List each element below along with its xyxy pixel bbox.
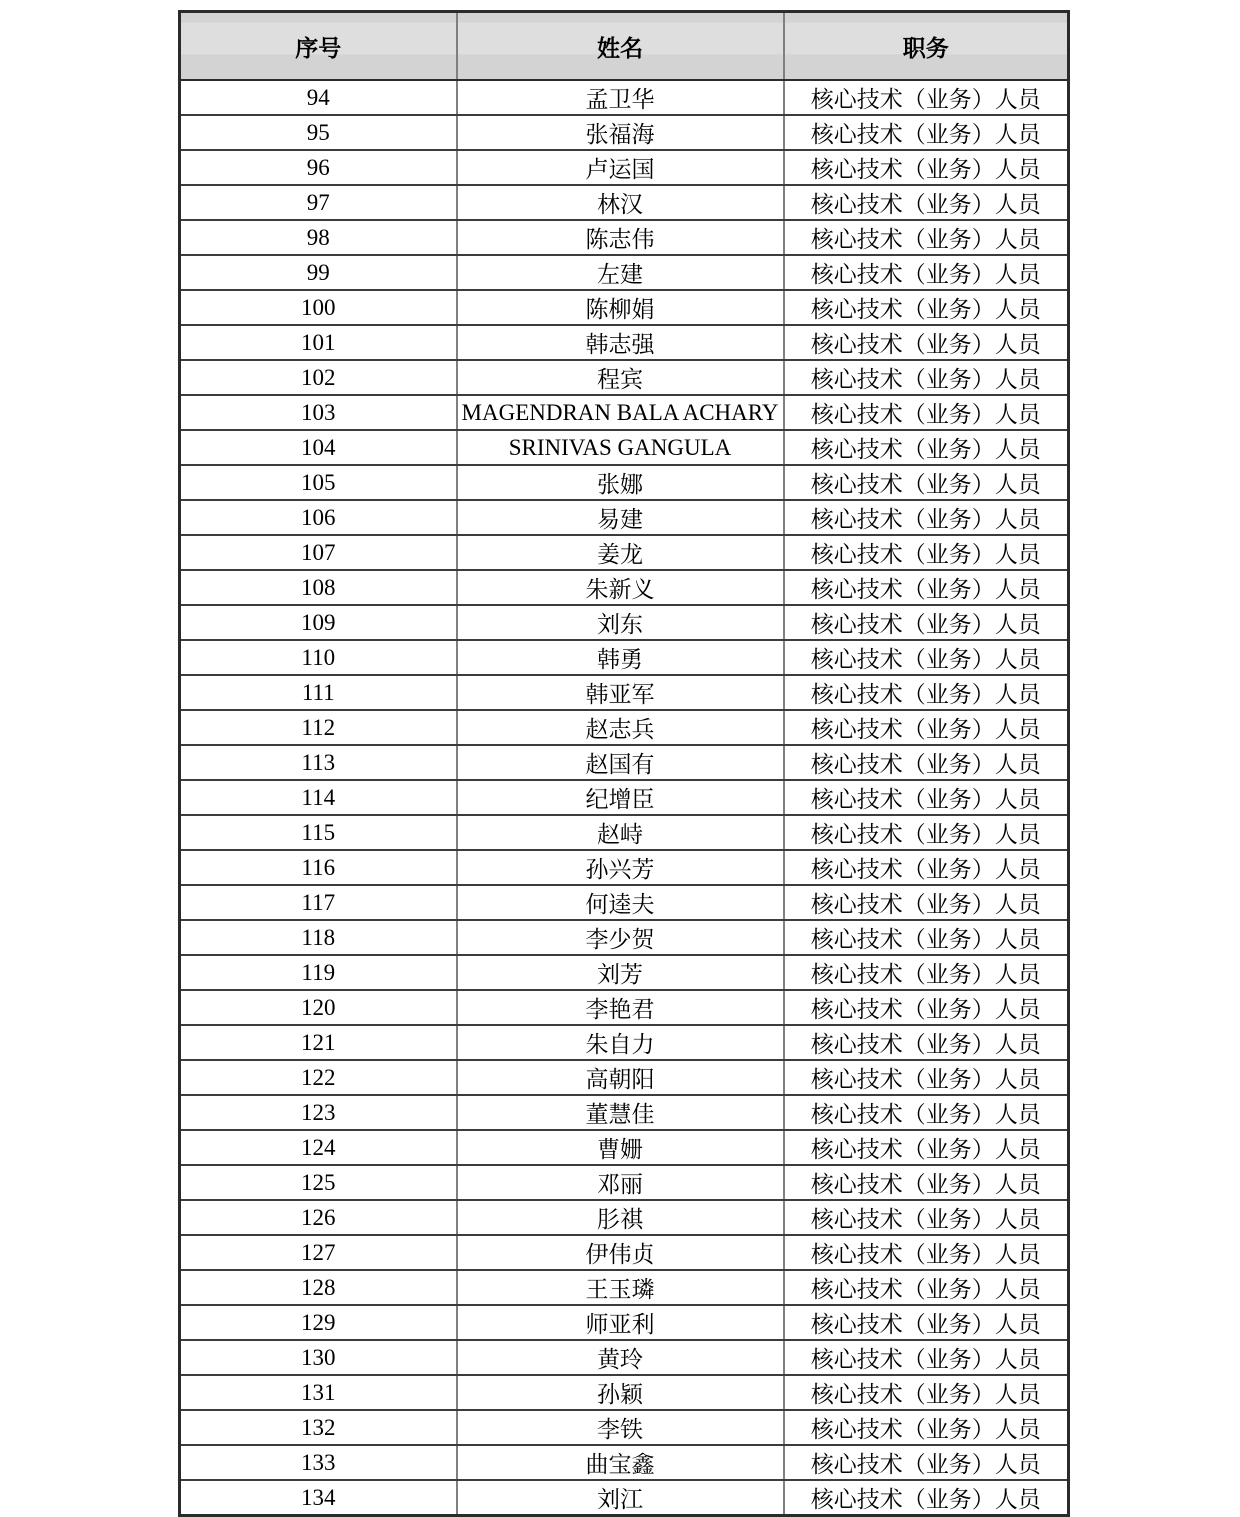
cell-position: 核心技术（业务）人员	[784, 255, 1069, 290]
cell-name: 李少贺	[457, 920, 784, 955]
cell-no: 117	[180, 885, 457, 920]
cell-name: 朱新义	[457, 570, 784, 605]
cell-name: 赵国有	[457, 745, 784, 780]
cell-position: 核心技术（业务）人员	[784, 605, 1069, 640]
cell-no: 97	[180, 185, 457, 220]
table-row	[180, 220, 1069, 255]
table-row	[180, 535, 1069, 570]
cell-no: 105	[180, 465, 457, 500]
header-cell-no: 序号	[180, 12, 457, 81]
cell-name: 韩亚军	[457, 675, 784, 710]
table-row	[180, 150, 1069, 185]
table-row	[180, 1375, 1069, 1410]
table-row	[180, 360, 1069, 395]
table-row	[180, 955, 1069, 990]
cell-name: 陈志伟	[457, 220, 784, 255]
table-row	[180, 990, 1069, 1025]
cell-no: 94	[180, 80, 457, 115]
cell-name: 姜龙	[457, 535, 784, 570]
header-cell-name: 姓名	[457, 12, 784, 81]
cell-no: 112	[180, 710, 457, 745]
cell-name: 陈柳娟	[457, 290, 784, 325]
table-row	[180, 850, 1069, 885]
cell-name: 何逵夫	[457, 885, 784, 920]
table-row	[180, 1305, 1069, 1340]
cell-position: 核心技术（业务）人员	[784, 1130, 1069, 1165]
table-row	[180, 1060, 1069, 1095]
table-row	[180, 290, 1069, 325]
cell-name: SRINIVAS GANGULA	[457, 430, 784, 465]
cell-no: 108	[180, 570, 457, 605]
table-row	[180, 395, 1069, 430]
table-row	[180, 780, 1069, 815]
table-row	[180, 185, 1069, 220]
table-row	[180, 1410, 1069, 1445]
cell-name: 孙兴芳	[457, 850, 784, 885]
cell-position: 核心技术（业务）人员	[784, 185, 1069, 220]
cell-position: 核心技术（业务）人员	[784, 325, 1069, 360]
cell-no: 124	[180, 1130, 457, 1165]
cell-no: 111	[180, 675, 457, 710]
cell-position: 核心技术（业务）人员	[784, 290, 1069, 325]
cell-position: 核心技术（业务）人员	[784, 1305, 1069, 1340]
cell-position: 核心技术（业务）人员	[784, 1060, 1069, 1095]
cell-no: 98	[180, 220, 457, 255]
table-row	[180, 1200, 1069, 1235]
table-row	[180, 1270, 1069, 1305]
cell-position: 核心技术（业务）人员	[784, 1480, 1069, 1516]
cell-name: 王玉璘	[457, 1270, 784, 1305]
table-row	[180, 80, 1069, 115]
header-row	[180, 12, 1069, 81]
table-row	[180, 675, 1069, 710]
cell-no: 109	[180, 605, 457, 640]
cell-no: 101	[180, 325, 457, 360]
cell-position: 核心技术（业务）人员	[784, 745, 1069, 780]
cell-name: 朱自力	[457, 1025, 784, 1060]
cell-no: 110	[180, 640, 457, 675]
cell-no: 107	[180, 535, 457, 570]
cell-no: 121	[180, 1025, 457, 1060]
table-row	[180, 640, 1069, 675]
cell-name: MAGENDRAN BALA ACHARY	[457, 395, 784, 430]
cell-position: 核心技术（业务）人员	[784, 1025, 1069, 1060]
cell-name: 师亚利	[457, 1305, 784, 1340]
cell-position: 核心技术（业务）人员	[784, 1445, 1069, 1480]
cell-position: 核心技术（业务）人员	[784, 1375, 1069, 1410]
cell-position: 核心技术（业务）人员	[784, 1165, 1069, 1200]
cell-position: 核心技术（业务）人员	[784, 955, 1069, 990]
cell-no: 104	[180, 430, 457, 465]
cell-position: 核心技术（业务）人员	[784, 850, 1069, 885]
cell-no: 131	[180, 1375, 457, 1410]
cell-position: 核心技术（业务）人员	[784, 710, 1069, 745]
cell-name: 纪增臣	[457, 780, 784, 815]
cell-position: 核心技术（业务）人员	[784, 885, 1069, 920]
cell-name: 高朝阳	[457, 1060, 784, 1095]
table-row	[180, 745, 1069, 780]
table-row	[180, 1025, 1069, 1060]
table-row	[180, 1480, 1069, 1516]
cell-no: 100	[180, 290, 457, 325]
cell-name: 韩志强	[457, 325, 784, 360]
cell-no: 113	[180, 745, 457, 780]
cell-name: 刘芳	[457, 955, 784, 990]
table-row	[180, 885, 1069, 920]
cell-name: 李艳君	[457, 990, 784, 1025]
cell-name: 伊伟贞	[457, 1235, 784, 1270]
table-row	[180, 920, 1069, 955]
cell-position: 核心技术（业务）人员	[784, 780, 1069, 815]
cell-position: 核心技术（业务）人员	[784, 1200, 1069, 1235]
cell-no: 102	[180, 360, 457, 395]
cell-name: 林汉	[457, 185, 784, 220]
table-body	[180, 80, 1069, 1516]
cell-name: 孟卫华	[457, 80, 784, 115]
cell-name: 左建	[457, 255, 784, 290]
cell-position: 核心技术（业务）人员	[784, 990, 1069, 1025]
cell-no: 106	[180, 500, 457, 535]
cell-position: 核心技术（业务）人员	[784, 430, 1069, 465]
cell-position: 核心技术（业务）人员	[784, 570, 1069, 605]
cell-position: 核心技术（业务）人员	[784, 535, 1069, 570]
table-header	[180, 12, 1069, 81]
table-row	[180, 1095, 1069, 1130]
cell-name: 黄玲	[457, 1340, 784, 1375]
table-row	[180, 570, 1069, 605]
cell-position: 核心技术（业务）人员	[784, 1235, 1069, 1270]
cell-position: 核心技术（业务）人员	[784, 920, 1069, 955]
cell-position: 核心技术（业务）人员	[784, 150, 1069, 185]
table-row	[180, 115, 1069, 150]
table-row	[180, 1235, 1069, 1270]
table-row	[180, 605, 1069, 640]
cell-no: 116	[180, 850, 457, 885]
cell-name: 刘江	[457, 1480, 784, 1516]
cell-position: 核心技术（业务）人员	[784, 1095, 1069, 1130]
cell-no: 99	[180, 255, 457, 290]
cell-name: 董慧佳	[457, 1095, 784, 1130]
table-row	[180, 465, 1069, 500]
table-row	[180, 500, 1069, 535]
cell-no: 119	[180, 955, 457, 990]
cell-position: 核心技术（业务）人员	[784, 640, 1069, 675]
cell-name: 李铁	[457, 1410, 784, 1445]
cell-position: 核心技术（业务）人员	[784, 465, 1069, 500]
cell-position: 核心技术（业务）人员	[784, 1270, 1069, 1305]
table-row	[180, 1340, 1069, 1375]
cell-no: 129	[180, 1305, 457, 1340]
cell-no: 115	[180, 815, 457, 850]
cell-name: 赵峙	[457, 815, 784, 850]
cell-no: 128	[180, 1270, 457, 1305]
cell-no: 114	[180, 780, 457, 815]
cell-no: 123	[180, 1095, 457, 1130]
cell-position: 核心技术（业务）人员	[784, 500, 1069, 535]
cell-name: 邓丽	[457, 1165, 784, 1200]
cell-position: 核心技术（业务）人员	[784, 80, 1069, 115]
cell-name: 曹姗	[457, 1130, 784, 1165]
cell-name: 刘东	[457, 605, 784, 640]
table-row	[180, 325, 1069, 360]
cell-name: 曲宝鑫	[457, 1445, 784, 1480]
table-row	[180, 255, 1069, 290]
cell-no: 120	[180, 990, 457, 1025]
cell-position: 核心技术（业务）人员	[784, 675, 1069, 710]
cell-no: 125	[180, 1165, 457, 1200]
cell-no: 95	[180, 115, 457, 150]
table-row	[180, 710, 1069, 745]
cell-name: 张娜	[457, 465, 784, 500]
cell-no: 134	[180, 1480, 457, 1516]
header-cell-position: 职务	[784, 12, 1069, 81]
cell-no: 122	[180, 1060, 457, 1095]
cell-no: 103	[180, 395, 457, 430]
cell-position: 核心技术（业务）人员	[784, 220, 1069, 255]
cell-position: 核心技术（业务）人员	[784, 360, 1069, 395]
cell-no: 133	[180, 1445, 457, 1480]
cell-name: 肜祺	[457, 1200, 784, 1235]
cell-position: 核心技术（业务）人员	[784, 1340, 1069, 1375]
cell-no: 118	[180, 920, 457, 955]
cell-name: 赵志兵	[457, 710, 784, 745]
cell-position: 核心技术（业务）人员	[784, 395, 1069, 430]
table-row	[180, 430, 1069, 465]
cell-name: 张福海	[457, 115, 784, 150]
cell-name: 孙颖	[457, 1375, 784, 1410]
cell-position: 核心技术（业务）人员	[784, 115, 1069, 150]
personnel-table	[178, 10, 1070, 1517]
cell-position: 核心技术（业务）人员	[784, 1410, 1069, 1445]
cell-no: 130	[180, 1340, 457, 1375]
cell-name: 韩勇	[457, 640, 784, 675]
cell-no: 132	[180, 1410, 457, 1445]
cell-position: 核心技术（业务）人员	[784, 815, 1069, 850]
cell-no: 96	[180, 150, 457, 185]
personnel-table-container	[178, 10, 1067, 1517]
table-row	[180, 1165, 1069, 1200]
cell-no: 127	[180, 1235, 457, 1270]
cell-name: 卢运国	[457, 150, 784, 185]
table-row	[180, 1130, 1069, 1165]
cell-name: 程宾	[457, 360, 784, 395]
cell-name: 易建	[457, 500, 784, 535]
cell-no: 126	[180, 1200, 457, 1235]
table-row	[180, 815, 1069, 850]
